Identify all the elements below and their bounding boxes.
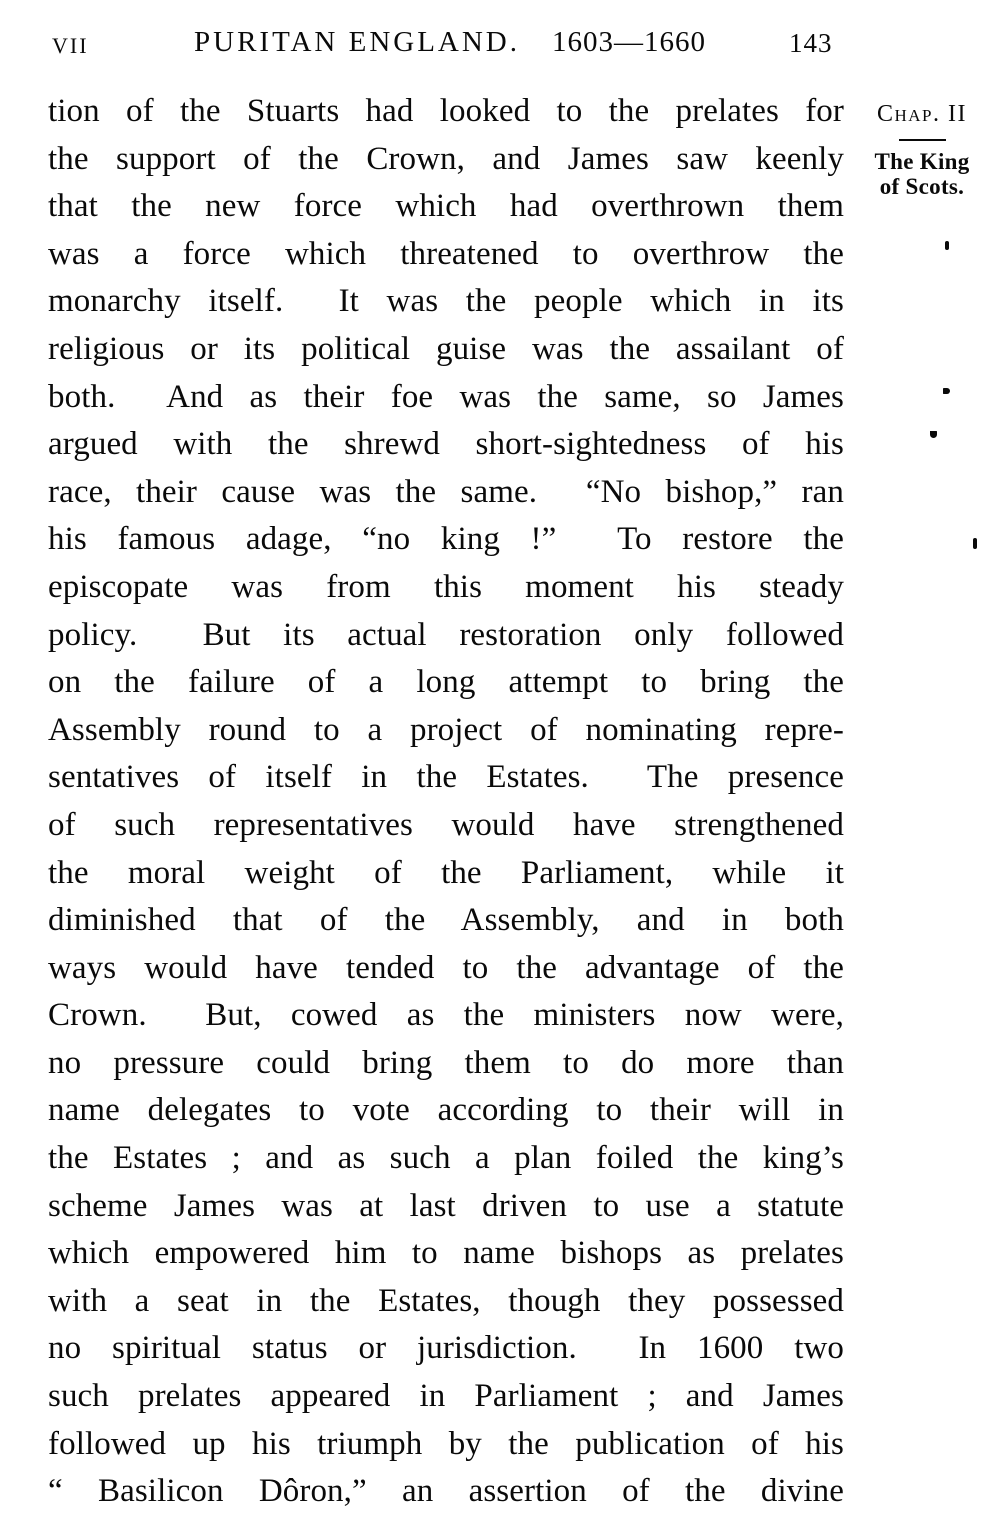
chapter-numeral: VII — [52, 33, 89, 58]
text-line: the support of the Crown, and James saw keenly — [48, 140, 844, 177]
text-line: episcopate was from this moment his steady — [48, 568, 844, 605]
text-line: no spiritual status or jurisdiction. In 1600 two — [48, 1330, 844, 1367]
body-text — [48, 88, 844, 1516]
text-line: no pressure could bring them to do more than — [48, 1044, 844, 1081]
text-line: followed up his triumph by the publication of his — [48, 1425, 844, 1462]
text-line: such prelates appeared in Parliament ; and James — [48, 1378, 844, 1415]
ink-speck — [945, 241, 949, 250]
text-line: tion of the Stuarts had looked to the prelates for — [48, 93, 844, 129]
text-line: on the failure of a long attempt to bring the — [48, 664, 844, 701]
margin-note-line2: of Scots. — [879, 174, 965, 199]
text-line: monarchy itself. It was the people which in its — [48, 283, 844, 320]
margin-note-line1: The King — [874, 149, 970, 174]
text-line: religious or its political guise was the assailant of — [48, 330, 844, 367]
running-head-center — [130, 26, 770, 59]
text-line: Assembly round to a project of nominating repre- — [48, 711, 844, 748]
margin-notes — [856, 100, 988, 199]
date-range: 1603—1660 — [552, 26, 706, 58]
text-line: of such representatives would have strengthened — [48, 806, 844, 843]
text-line: policy. But its actual restoration only followed — [48, 616, 844, 653]
text-line: race, their cause was the same. “No bishop,” ran — [48, 473, 844, 510]
running-head — [0, 26, 1000, 62]
text-line: both. And as their foe was the same, so James — [48, 378, 844, 415]
text-line: with a seat in the Estates, though they possessed — [48, 1282, 844, 1319]
ink-speck — [973, 538, 977, 549]
text-line: name delegates to vote according to their will in — [48, 1092, 844, 1129]
text-line: ways would have tended to the advantage of the — [48, 949, 844, 986]
text-line: diminished that of the Assembly, and in both — [48, 902, 844, 939]
text-line: Crown. But, cowed as the ministers now were, — [48, 997, 844, 1034]
book-title: PURITAN ENGLAND. — [194, 26, 520, 58]
text-line: was a force which threatened to overthrow the — [48, 235, 844, 272]
chapter-rule — [899, 139, 946, 141]
text-line: which empowered him to name bishops as prelates — [48, 1235, 844, 1272]
ink-speck — [943, 388, 950, 394]
text-line: argued with the shrewd short-sightedness of his — [48, 426, 844, 463]
text-line: “ Basilicon Dôron,” an assertion of the divine — [48, 1473, 844, 1510]
text-line: the moral weight of the Parliament, while it — [48, 854, 844, 891]
text-line: scheme James was at last driven to use a statute — [48, 1187, 844, 1224]
text-line: that the new force which had overthrown them — [48, 188, 844, 225]
text-line: the Estates ; and as such a plan foiled the king’s — [48, 1140, 844, 1177]
margin-chapter-label: Chap. II — [876, 101, 967, 127]
text-line: sentatives of itself in the Estates. The presence — [48, 759, 844, 796]
page-number: 143 — [789, 28, 833, 58]
text-line: his famous adage, “no king !” To restore the — [48, 521, 844, 558]
ink-speck — [930, 431, 937, 438]
